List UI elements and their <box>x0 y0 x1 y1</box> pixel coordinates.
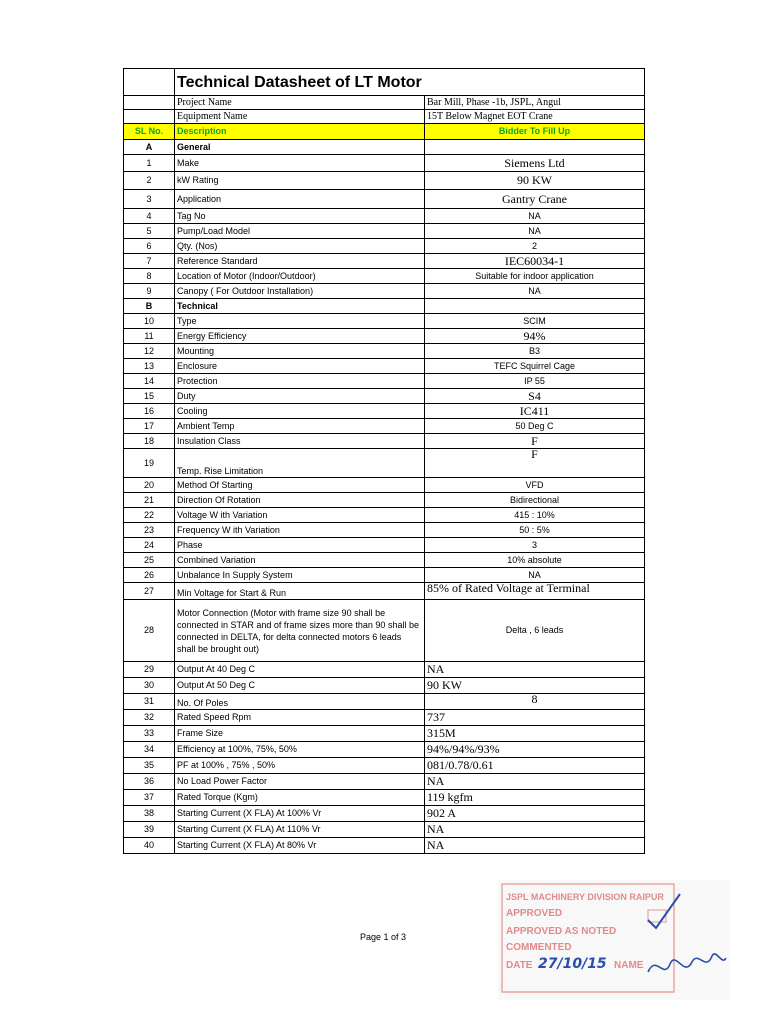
row-description: Starting Current (X FLA) At 110% Vr <box>175 822 425 838</box>
row-description: Frame Size <box>175 726 425 742</box>
row-value: SCIM <box>425 314 645 329</box>
row-description: Duty <box>175 389 425 404</box>
table-row <box>124 155 645 172</box>
row-sl-no: 22 <box>124 508 175 523</box>
row-sl-no: 13 <box>124 359 175 374</box>
row-value: 90 KW <box>425 172 645 190</box>
row-value: 10% absolute <box>425 553 645 568</box>
row-value: 902 A <box>425 806 645 822</box>
row-description: Starting Current (X FLA) At 80% Vr <box>175 838 425 854</box>
row-description: Type <box>175 314 425 329</box>
project-label: Project Name <box>175 96 425 110</box>
row-value: NA <box>425 284 645 299</box>
row-value: Delta , 6 leads <box>425 600 645 662</box>
row-value: 119 kgfm <box>425 790 645 806</box>
row-description: kW Rating <box>175 172 425 190</box>
stamp-approved-text: APPROVED <box>506 908 563 919</box>
row-description: No Load Power Factor <box>175 774 425 790</box>
project-row <box>124 96 645 110</box>
row-sl-no: 5 <box>124 224 175 239</box>
row-sl-no: 37 <box>124 790 175 806</box>
row-sl-no: 31 <box>124 694 175 710</box>
row-sl-no: 29 <box>124 662 175 678</box>
row-sl-no: 15 <box>124 389 175 404</box>
row-sl-no: 40 <box>124 838 175 854</box>
row-sl-no: 25 <box>124 553 175 568</box>
row-description: Motor Connection (Motor with frame size 90 shall be connected in STAR and of frame sizes more than 90 shall be connected in DELTA, for delta connected motors 6 leads shall be brought out) <box>175 600 425 662</box>
row-description: Voltage W ith Variation <box>175 508 425 523</box>
table-row <box>124 742 645 758</box>
row-sl-no: 23 <box>124 523 175 538</box>
title-blank-cell <box>124 69 175 96</box>
row-value: NA <box>425 209 645 224</box>
row-value: 85% of Rated Voltage at Terminal <box>425 583 645 600</box>
row-sl-no: 17 <box>124 419 175 434</box>
table-row <box>124 726 645 742</box>
table-row <box>124 694 645 710</box>
row-sl-no: 36 <box>124 774 175 790</box>
table-row <box>124 269 645 284</box>
row-description: Protection <box>175 374 425 389</box>
table-row <box>124 172 645 190</box>
table-row <box>124 224 645 239</box>
row-description: PF at 100% , 75% , 50% <box>175 758 425 774</box>
row-description: Starting Current (X FLA) At 100% Vr <box>175 806 425 822</box>
table-row <box>124 710 645 726</box>
row-description: Combined Variation <box>175 553 425 568</box>
row-sl-no: 26 <box>124 568 175 583</box>
row-value: 94%/94%/93% <box>425 742 645 758</box>
table-row <box>124 329 645 344</box>
table-row <box>124 553 645 568</box>
row-sl-no: 11 <box>124 329 175 344</box>
row-sl-no: 20 <box>124 478 175 493</box>
sheet-title: Technical Datasheet of LT Motor <box>175 69 645 96</box>
row-sl-no: 6 <box>124 239 175 254</box>
stamp-date-handwritten: 27/10/15 <box>538 956 607 972</box>
row-value: 90 KW <box>425 678 645 694</box>
table-row <box>124 374 645 389</box>
row-sl-no: 38 <box>124 806 175 822</box>
row-description: Cooling <box>175 404 425 419</box>
row-sl-no: 7 <box>124 254 175 269</box>
row-description: Output At 50 Deg C <box>175 678 425 694</box>
row-sl-no: 39 <box>124 822 175 838</box>
row-value: 50 : 5% <box>425 523 645 538</box>
sl-no-header: SL No. <box>124 124 175 140</box>
table-row <box>124 344 645 359</box>
row-description: Mounting <box>175 344 425 359</box>
row-description: Enclosure <box>175 359 425 374</box>
project-value: Bar Mill, Phase -1b, JSPL, Angul <box>425 96 645 110</box>
row-value: NA <box>425 822 645 838</box>
row-value: B3 <box>425 344 645 359</box>
row-value: Siemens Ltd <box>425 155 645 172</box>
row-description: Energy Efficiency <box>175 329 425 344</box>
row-description: Temp. Rise Limitation <box>175 449 425 478</box>
table-row <box>124 790 645 806</box>
row-value: Gantry Crane <box>425 190 645 209</box>
row-value: VFD <box>425 478 645 493</box>
table-row <box>124 600 645 662</box>
row-value: 081/0.78/0.61 <box>425 758 645 774</box>
row-value: F <box>425 434 645 449</box>
table-row <box>124 583 645 600</box>
row-sl-no: 10 <box>124 314 175 329</box>
table-row <box>124 359 645 374</box>
row-description: Min Voltage for Start & Run <box>175 583 425 600</box>
row-value: 737 <box>425 710 645 726</box>
row-sl-no: 19 <box>124 449 175 478</box>
section-id: A <box>124 140 175 155</box>
table-row <box>124 662 645 678</box>
row-value: IEC60034-1 <box>425 254 645 269</box>
section-label: Technical <box>175 299 425 314</box>
table-row <box>124 434 645 449</box>
table-row <box>124 419 645 434</box>
table-row <box>124 478 645 493</box>
title-row <box>124 69 645 96</box>
row-value: 415 : 10% <box>425 508 645 523</box>
row-sl-no: 35 <box>124 758 175 774</box>
table-row <box>124 190 645 209</box>
row-value: 8 <box>425 694 645 710</box>
table-row <box>124 523 645 538</box>
row-value: IP 55 <box>425 374 645 389</box>
row-value: Bidirectional <box>425 493 645 508</box>
row-sl-no: 18 <box>124 434 175 449</box>
row-description: Reference Standard <box>175 254 425 269</box>
row-value: Suitable for indoor application <box>425 269 645 284</box>
row-sl-no: 3 <box>124 190 175 209</box>
row-description: Canopy ( For Outdoor Installation) <box>175 284 425 299</box>
row-value: NA <box>425 838 645 854</box>
equipment-label: Equipment Name <box>175 110 425 124</box>
row-sl-no: 12 <box>124 344 175 359</box>
row-sl-no: 4 <box>124 209 175 224</box>
row-description: No. Of Poles <box>175 694 425 710</box>
equipment-row <box>124 110 645 124</box>
row-value: 315M <box>425 726 645 742</box>
row-value: 94% <box>425 329 645 344</box>
row-description: Phase <box>175 538 425 553</box>
row-description: Qty. (Nos) <box>175 239 425 254</box>
table-row <box>124 209 645 224</box>
stamp-date-label: DATE <box>506 960 533 971</box>
row-description: Unbalance In Supply System <box>175 568 425 583</box>
row-value: 50 Deg C <box>425 419 645 434</box>
table-row <box>124 838 645 854</box>
row-description: Insulation Class <box>175 434 425 449</box>
section-label: General <box>175 140 425 155</box>
row-sl-no: 14 <box>124 374 175 389</box>
table-row <box>124 493 645 508</box>
row-sl-no: 32 <box>124 710 175 726</box>
row-description: Method Of Starting <box>175 478 425 493</box>
row-sl-no: 16 <box>124 404 175 419</box>
row-description: Rated Speed Rpm <box>175 710 425 726</box>
row-sl-no: 24 <box>124 538 175 553</box>
table-row <box>124 568 645 583</box>
row-sl-no: 28 <box>124 600 175 662</box>
row-value: NA <box>425 224 645 239</box>
row-description: Output At 40 Deg C <box>175 662 425 678</box>
section-row <box>124 140 645 155</box>
row-description: Ambient Temp <box>175 419 425 434</box>
row-value: 2 <box>425 239 645 254</box>
table-row <box>124 284 645 299</box>
table-row <box>124 449 645 478</box>
row-sl-no: 34 <box>124 742 175 758</box>
stamp-approved-noted-text: APPROVED AS NOTED <box>506 926 617 937</box>
approval-stamp <box>498 880 730 1000</box>
equipment-value: 15T Below Magnet EOT Crane <box>425 110 645 124</box>
row-sl-no: 27 <box>124 583 175 600</box>
row-value: IC411 <box>425 404 645 419</box>
row-description: Make <box>175 155 425 172</box>
table-row <box>124 389 645 404</box>
row-description: Rated Torque (Kgm) <box>175 790 425 806</box>
row-description: Location of Motor (Indoor/Outdoor) <box>175 269 425 284</box>
stamp-org-text: JSPL MACHINERY DIVISION RAIPUR <box>506 892 664 902</box>
table-row <box>124 774 645 790</box>
table-row <box>124 678 645 694</box>
row-sl-no: 2 <box>124 172 175 190</box>
column-header-row <box>124 124 645 140</box>
row-sl-no: 9 <box>124 284 175 299</box>
table-row <box>124 508 645 523</box>
table-row <box>124 822 645 838</box>
row-value: TEFC Squirrel Cage <box>425 359 645 374</box>
section-row <box>124 299 645 314</box>
stamp-name-label: NAME <box>614 960 644 971</box>
row-description: Tag No <box>175 209 425 224</box>
table-row <box>124 538 645 553</box>
table-row <box>124 254 645 269</box>
row-description: Application <box>175 190 425 209</box>
table-row <box>124 404 645 419</box>
description-header: Description <box>175 124 425 140</box>
row-sl-no: 8 <box>124 269 175 284</box>
row-sl-no: 33 <box>124 726 175 742</box>
table-row <box>124 314 645 329</box>
datasheet-table <box>123 68 645 854</box>
row-description: Pump/Load Model <box>175 224 425 239</box>
row-value: NA <box>425 774 645 790</box>
row-value: S4 <box>425 389 645 404</box>
row-sl-no: 30 <box>124 678 175 694</box>
row-value: NA <box>425 662 645 678</box>
row-value: F <box>425 449 645 478</box>
section-id: B <box>124 299 175 314</box>
row-sl-no: 1 <box>124 155 175 172</box>
row-sl-no: 21 <box>124 493 175 508</box>
row-description: Efficiency at 100%, 75%, 50% <box>175 742 425 758</box>
row-value: NA <box>425 568 645 583</box>
stamp-commented-text: COMMENTED <box>506 942 572 953</box>
row-value: 3 <box>425 538 645 553</box>
row-description: Direction Of Rotation <box>175 493 425 508</box>
table-row <box>124 806 645 822</box>
page-number: Page 1 of 3 <box>360 932 407 942</box>
table-row <box>124 758 645 774</box>
row-description: Frequency W ith Variation <box>175 523 425 538</box>
bidder-header: Bidder To Fill Up <box>425 124 645 140</box>
table-row <box>124 239 645 254</box>
